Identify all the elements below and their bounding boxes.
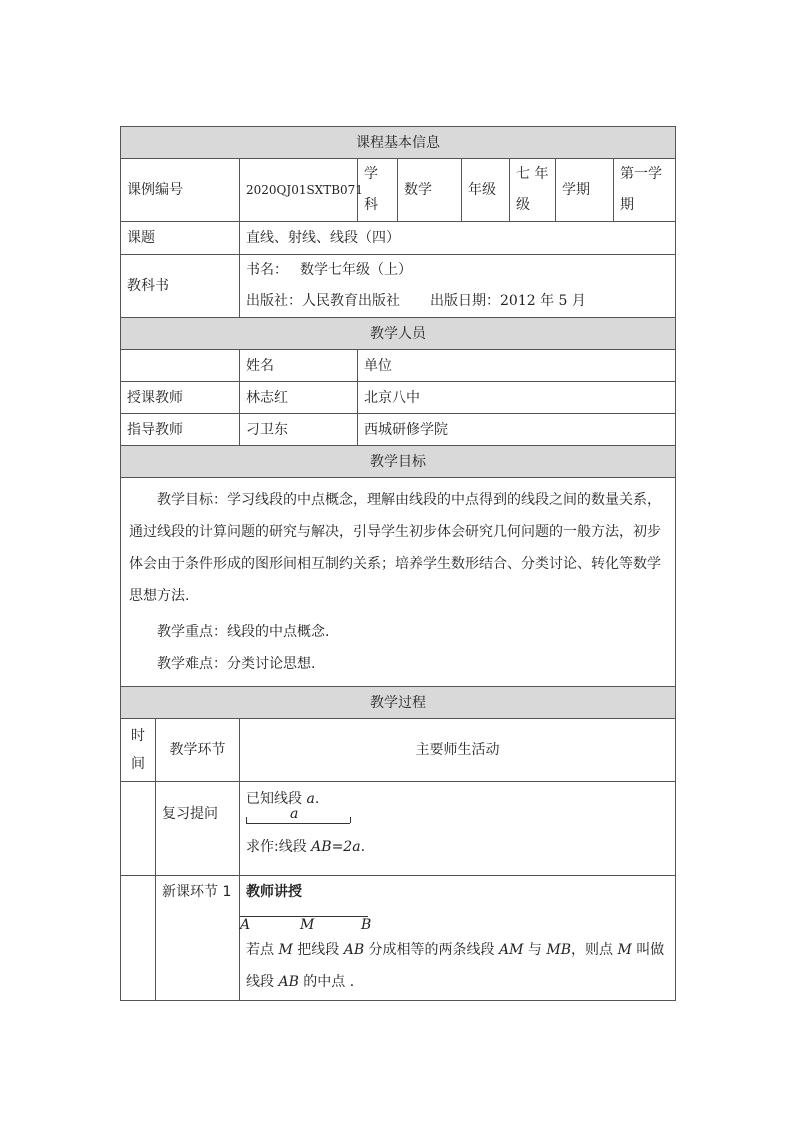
time-header: 时 间	[121, 719, 156, 782]
staff-name: 刁卫东	[240, 414, 358, 446]
midpoint-definition: 若点 M 把线段 AB 分成相等的两条线段 AM 与 MB，则点 M 叫做线段 AB 的中点 ．	[246, 942, 665, 990]
book-name-value: 数学七年级（上）	[300, 262, 412, 278]
staff-unit: 西城研修学院	[358, 414, 676, 446]
staff-row	[121, 414, 676, 446]
publisher-line: 出版社：人民教育出版社 出版日期：2012 年 5 月	[246, 293, 586, 309]
activity-header: 主要师生活动	[240, 719, 676, 782]
point-b-label: B	[361, 917, 372, 933]
pub-date-label: 出版日期：	[430, 293, 500, 309]
new1-title: 教师讲授	[246, 884, 302, 900]
section-header-process: 教学过程	[121, 687, 676, 719]
staff-blank-header	[121, 350, 240, 382]
review-stage: 复习提问	[156, 782, 240, 876]
process-row-review	[121, 782, 676, 876]
new1-time	[121, 876, 156, 1001]
textbook-label: 教科书	[121, 255, 240, 318]
new1-stage: 新课环节 1	[156, 876, 240, 1001]
subject-label: 学 科	[358, 159, 398, 222]
key-point: 教学重点：线段的中点概念.	[157, 624, 330, 640]
stage-header: 教学环节	[156, 719, 240, 782]
review-task: 求作:线段 AB=2a.	[246, 839, 366, 855]
textbook-details	[240, 255, 676, 318]
topic-value: 直线、射线、线段（四）	[240, 222, 676, 255]
point-m-label: M	[300, 917, 315, 933]
lesson-info-table	[120, 126, 676, 1001]
segment-label: a	[290, 806, 299, 822]
review-activity	[240, 782, 676, 876]
staff-row	[121, 382, 676, 414]
segment-a-figure	[246, 806, 669, 833]
new1-activity	[240, 876, 676, 1001]
term-label: 学期	[556, 159, 614, 222]
staff-role: 指导教师	[121, 414, 240, 446]
subject-value: 数学	[398, 159, 462, 222]
point-a-label: A	[240, 917, 251, 933]
process-row-new1	[121, 876, 676, 1001]
staff-name-header: 姓名	[240, 350, 358, 382]
goals-paragraph: 教学目标：学习线段的中点概念，理解由线段的中点得到的线段之间的数量关系，通过线段的计算问题的研究与解决，引导学生初步体会研究几何问题的一般方法，初步体会由于条件形成的图形间相互制约关系；培养学生数形结合、分类讨论、转化等数学思想方法.	[129, 492, 661, 604]
code-label: 课例编号	[121, 159, 240, 222]
grade-label: 年级	[462, 159, 510, 222]
staff-unit: 北京八中	[358, 382, 676, 414]
review-known: 已知线段 a.	[246, 791, 320, 807]
grade-value: 七 年 级	[510, 159, 556, 222]
section-header-staff: 教学人员	[121, 318, 676, 350]
pub-date-value: 2012 年 5 月	[500, 293, 586, 309]
staff-unit-header: 单位	[358, 350, 676, 382]
segment-tick-right	[350, 817, 351, 823]
code-value: 2020QJ01SXTB071	[240, 159, 358, 222]
difficulty: 教学难点：分类讨论思想.	[157, 656, 316, 672]
staff-name: 林志红	[240, 382, 358, 414]
book-name-line: 书名： 数学七年级（上）	[246, 262, 412, 278]
goals-content	[121, 478, 676, 687]
staff-role: 授课教师	[121, 382, 240, 414]
publisher-value: 人民教育出版社	[302, 293, 400, 309]
topic-label: 课题	[121, 222, 240, 255]
review-time	[121, 782, 156, 876]
amb-figure	[240, 914, 669, 936]
section-header-basic: 课程基本信息	[121, 127, 676, 159]
term-value: 第一学 期	[614, 159, 676, 222]
section-header-goals: 教学目标	[121, 446, 676, 478]
segment-tick-left	[246, 817, 247, 823]
